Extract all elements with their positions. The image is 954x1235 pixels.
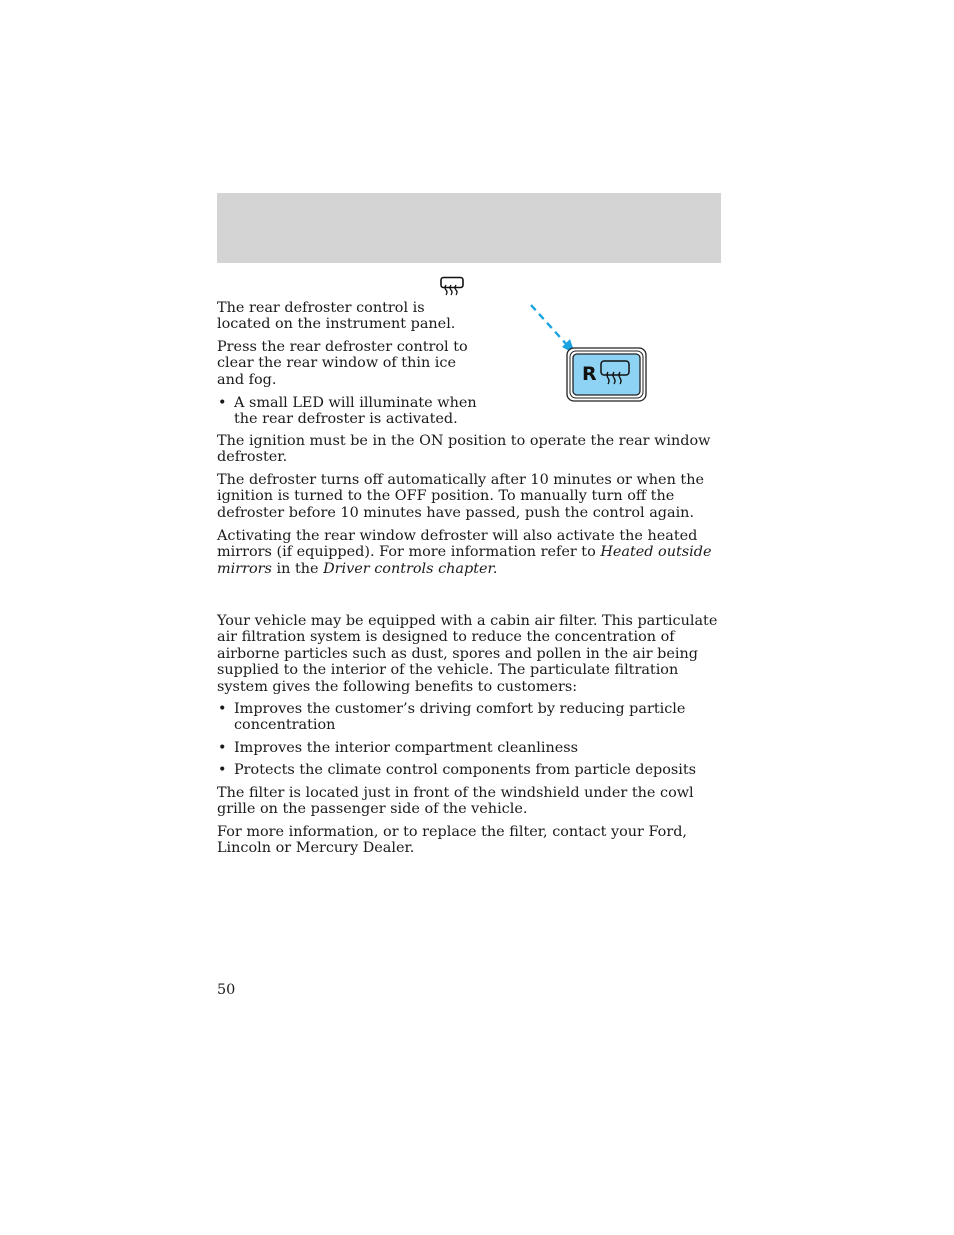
bullet-dot: • xyxy=(218,740,227,756)
heated-mirrors-link: Heated outside mirrors xyxy=(217,544,712,577)
page-number: 50 xyxy=(217,982,236,998)
heated-mirrors-text xyxy=(217,528,723,577)
auto-off-text: The defroster turns off automatically after 10 minutes or when the ignition is turned to the OFF position. To manually turn off the defroster before 10 minutes have passed, push the control again. xyxy=(217,472,704,521)
rear-defroster-icon xyxy=(440,276,464,296)
cabin-filter-intro: Your vehicle may be equipped with a cabin air filter. This particulate air filtration system is designed to reduce the concentration of airborne particles such as dust, spores and pollen in the air being supplied to the interior of the vehicle. The particulate filtration system gives the following benefits to customers: xyxy=(217,613,718,695)
ignition-text: The ignition must be in the ON position to operate the rear window defroster. xyxy=(217,433,711,466)
filter-benefit-text: Improves the customer’s driving comfort by reducing particle concentration xyxy=(234,701,686,734)
filter-location-text: The filter is located just in front of the windshield under the cowl grille on the passenger side of the vehicle. xyxy=(217,785,694,818)
led-bullet xyxy=(217,395,482,428)
filter-benefit-2 xyxy=(217,740,723,756)
filter-benefit-3 xyxy=(217,762,723,778)
bullet-dot: • xyxy=(218,395,227,411)
pointer-arrow xyxy=(531,305,575,354)
led-bullet-text: A small LED will illuminate when the rear defroster is activated. xyxy=(234,395,477,428)
bullet-dot: • xyxy=(218,762,227,778)
defroster-press-text: Press the rear defroster control to clear the rear window of thin ice and fog. xyxy=(217,339,468,388)
filter-dealer-text: For more information, or to replace the filter, contact your Ford, Lincoln or Mercury Dealer. xyxy=(217,824,688,857)
button-letter: R xyxy=(582,363,597,385)
driver-controls-link: Driver controls chapter. xyxy=(323,560,498,577)
section-header-band xyxy=(217,193,721,263)
rear-defroster-button-illustration xyxy=(525,298,655,408)
bullet-dot: • xyxy=(218,701,227,717)
filter-benefit-1 xyxy=(217,701,723,734)
defroster-location-text: The rear defroster control is located on the instrument panel. xyxy=(217,300,456,333)
filter-benefit-text: Improves the interior compartment cleanliness xyxy=(234,740,578,756)
heated-mirrors-text-b: in the xyxy=(271,560,324,577)
heated-mirrors-text-a: Activating the rear window defroster will also activate the heated mirrors (if equipped). For more information refer to xyxy=(217,528,698,561)
filter-benefit-text: Protects the climate control components from particle deposits xyxy=(234,762,697,778)
